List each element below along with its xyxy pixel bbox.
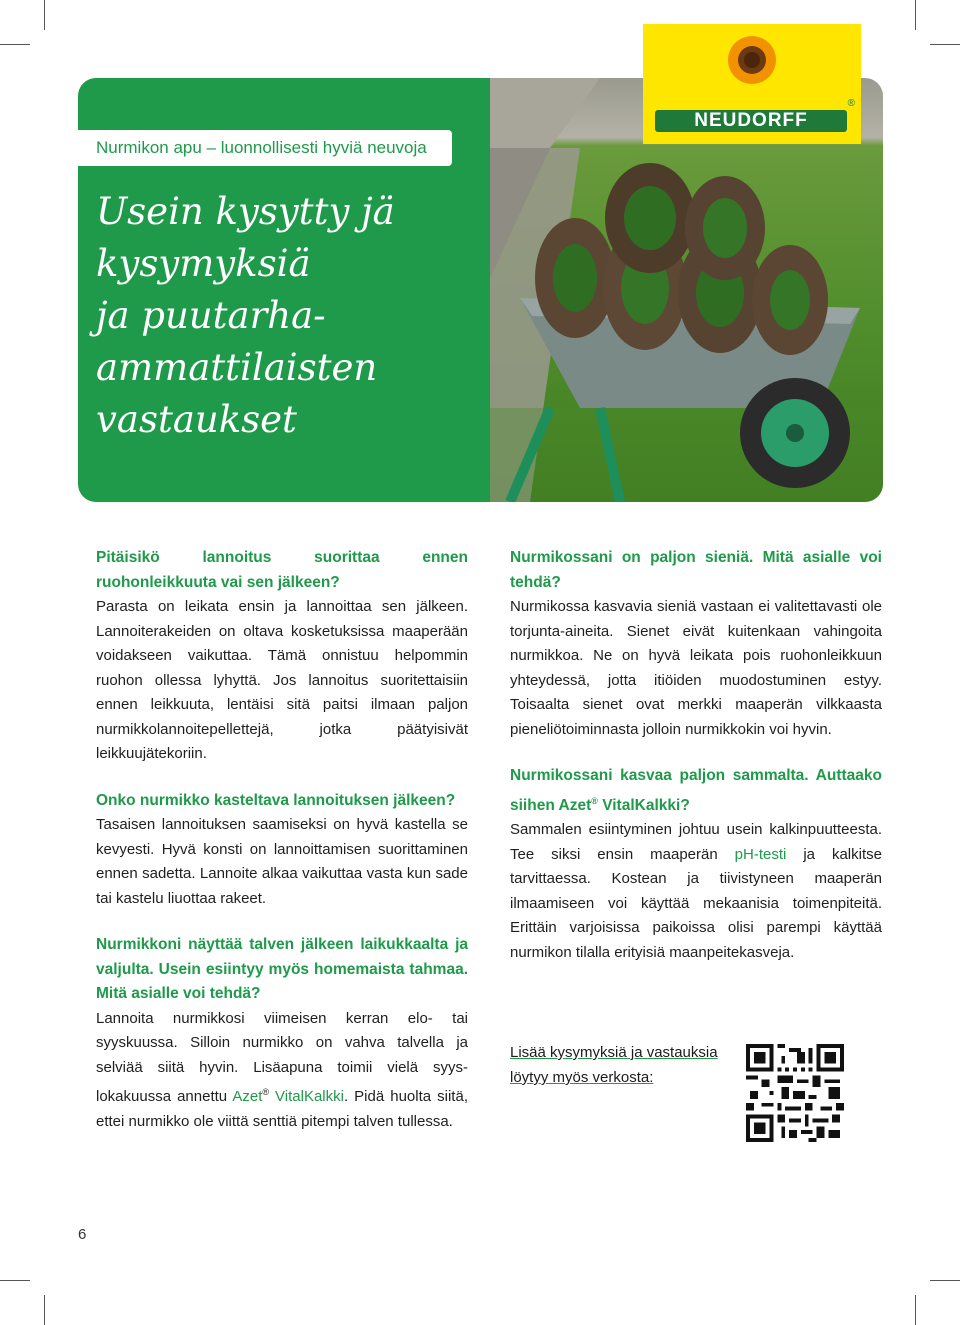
hero-title-line: ja puutarha- [96,294,326,337]
more-line: löytyy myös verkosta: [510,1069,654,1086]
crop-mark [915,1295,916,1325]
faq-item [96,789,468,912]
more-online-link[interactable] [510,1040,718,1090]
hero-title-line: Usein kysytty jä [96,190,395,233]
hero-subtitle: Nurmikon apu – luonnollisesti hyviä neuvoja [96,138,427,157]
crop-mark [0,44,30,45]
crop-mark [915,0,916,30]
answer-text: ja kalkitse tarvittaessa. Kostean ja tiivistyneen maaperän ilmaamiseen voi käyttää mekaanisia toimenpiteitä. Erittäin varjoisissa paikoissa olisi parempi käyttää nurmikon tilalla erityisiä maanpeitekasveja. [510,845,882,961]
faq-answer: Tasaisen lannoituksen saamiseksi on hyvä kastella se kevyesti. Hyvä konsti on lannoittamisen suorittaminen ennen sadetta. Lannoite alkaa vaikuttaa vasta kun sade tai kastelu liuottaa rakeet. [96,816,468,907]
neudorff-logo [643,24,861,144]
qr-code[interactable] [746,1044,844,1142]
answer-text: Lannoita nurmikkosi viimeisen kerran elo- tai syyskuussa. Silloin nurmikko on vahva talvella ja selviää siitä hyvin. Lisäapuna toimii vielä syys-lokakuussa annettu [96,1009,468,1105]
crop-mark [44,1295,45,1325]
faq-question: Onko nurmikko kasteltava lannoituksen jälkeen? [96,791,456,809]
ph-test-highlight: pH-testi [734,845,787,863]
hero-title [96,186,476,446]
sunflower-icon [726,34,778,86]
faq-answer [510,818,882,965]
logo-registered-mark: ® [847,98,855,109]
faq-question: Nurmikossani on paljon sieniä. Mitä asialle voi tehdä? [510,549,882,591]
faq-question [510,764,882,818]
faq-question: Nurmikkoni näyttää talven jälkeen laikukkaalta ja valjulta. Usein esiintyy myös homemaista tahmaa. Mitä asialle voi tehdä? [96,936,468,1002]
page-number: 6 [78,1226,87,1243]
question-text: VitalKalkki? [597,796,690,814]
answer-text: Sammalen esiintyminen johtuu usein kalkinpuutteesta. Tee siksi ensin maaperän [510,821,882,863]
faq-answer: Parasta on leikata ensin ja lannoittaa sen jälkeen. Lannoiterakeiden on oltava kosketuksissa maaperään voidakseen vaikuttaa. Tämä onnistuu helpommin ruohon ollessa lyhyttä. Jos lannoitus suoritettaisiin ennen leikkuuta, lentäisi sitä paitsi ilmaan paljon nurmikkolannoitepellettejä, jotka päätyisivät leikkuujätekoriin. [96,598,468,762]
faq-question: Pitäisikö lannoitus suorittaa ennen ruohonleikkuuta vai sen jälkeen? [96,549,468,591]
registered-mark: ® [262,1087,269,1097]
question-text: Nurmikossani kasvaa paljon sammalta. Auttaako siihen Azet [510,767,882,814]
registered-mark: ® [591,795,598,806]
left-column [96,546,468,1156]
hero-title-line: vastaukset [96,398,297,441]
more-line: Lisää kysymyksiä ja vastauksia [510,1044,718,1061]
crop-mark [44,0,45,30]
answer-text: . Pidä huolta siitä, ettei nurmikko ole viittä senttiä pitempi talven tullessa. [96,1088,468,1130]
faq-answer [96,1007,468,1135]
hero-title-line: kysymyksiä [96,242,311,285]
faq-item [510,546,882,742]
subtitle-band [78,130,452,166]
crop-mark [930,44,960,45]
faq-item [96,546,468,767]
faq-answer: Nurmikossa kasvavia sieniä vastaan ei valitettavasti ole torjunta-aineita. Sienet eivät kuitenkaan vahingoita nurmikkoa. Ne on hyvä leikata pois ruohonleikkuun yhteydessä, jotta itiöiden muodostuminen estyy. Toisaalta sienet ovat merkki maaperän vilkkaasta pieneliötoiminnasta jolloin nurmikkokin voi hyvin. [510,598,882,738]
hero-title-line: ammattilaisten [96,346,378,389]
faq-item [510,764,882,965]
hero-green-panel [78,78,490,502]
faq-item [96,933,468,1134]
product-name: VitalKalkki [269,1088,344,1105]
product-brand: Azet [232,1088,263,1105]
logo-wordmark: NEUDORFF [655,110,847,132]
right-column [510,546,882,987]
crop-mark [930,1280,960,1281]
crop-mark [0,1280,30,1281]
